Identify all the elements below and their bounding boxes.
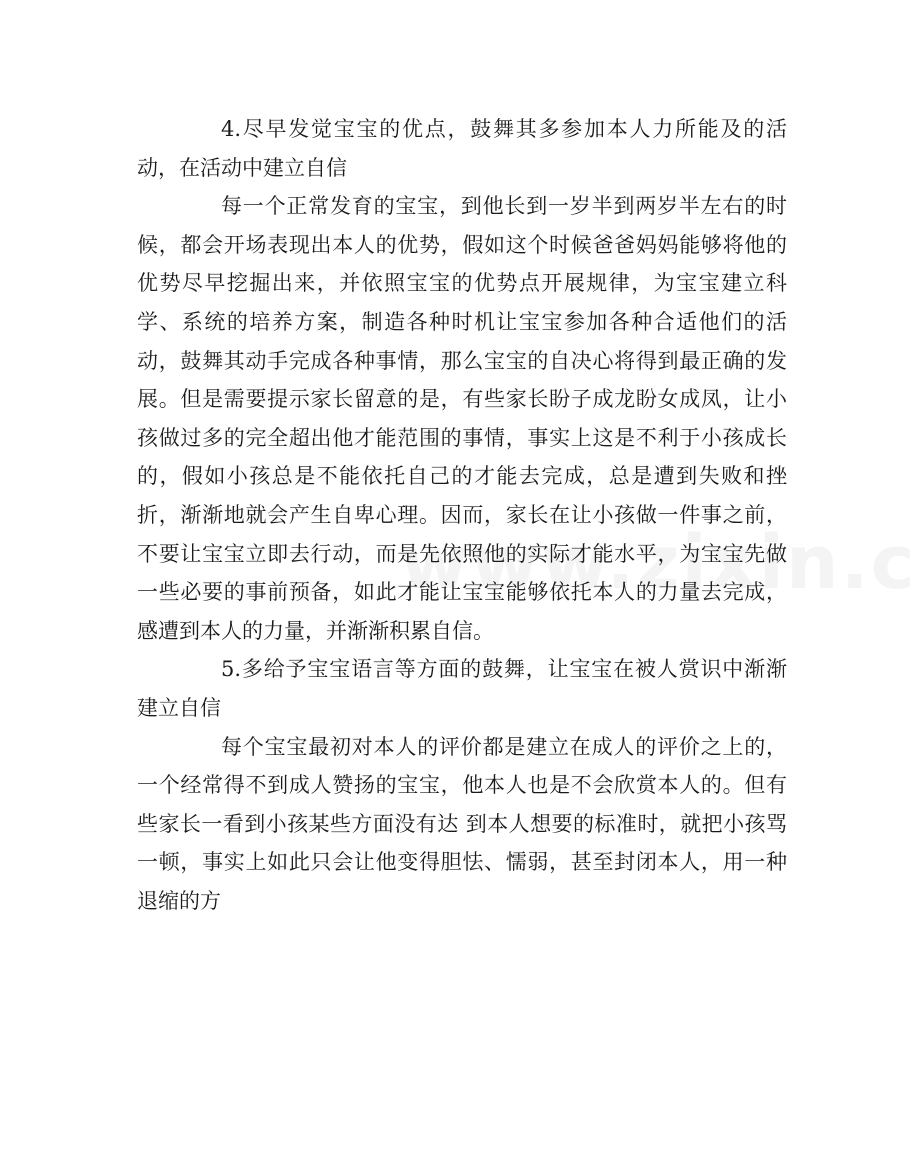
heading-item-5: 5.多给予宝宝语言等方面的鼓舞，让宝宝在被人赏识中渐渐建立自信	[137, 657, 787, 720]
heading-item-4: 4.尽早发觉宝宝的优点，鼓舞其多参加本人力所能及的活动，在活动中建立自信	[137, 117, 787, 180]
document-body	[137, 110, 787, 920]
paragraph-2: 每个宝宝最初对本人的评价都是建立在成人的评价之上的，一个经常得不到成人赞扬的宝宝，他本人也是不会欣赏本人的。但有些家长一看到小孩某些方面没有达 到本人想要的标准时，就把小孩骂一顿，事实上如此只会让他变得胆怯、懦弱，甚至封闭本人，用一种退缩的方	[137, 734, 787, 913]
paragraph-1: 每一个正常发育的宝宝，到他长到一岁半到两岁半左右的时候，都会开场表现出本人的优势，假如这个时候爸爸妈妈能够将他的优势尽早挖掘出来，并依照宝宝的优势点开展规律，为宝宝建立科学、系统的培养方案，制造各种时机让宝宝参加各种合适他们的活动，鼓舞其动手完成各种事情，那么宝宝的自决心将得到最正确的发展。但是需要提示家长留意的是，有些家长盼子成龙盼女成凤，让小孩做过多的完全超出他才能范围的事情，事实上这是不利于小孩成长的，假如小孩总是不能依托自己的才能去完成，总是遭到失败和挫折，渐渐地就会产生自卑心理。因而，家长在让小孩做一件事之前，不要让宝宝立即去行动，而是先依照他的实际才能水平，为宝宝先做一些必要的事前预备，如此才能让宝宝能够依托本人的力量去完成，感遭到本人的力量，并渐渐积累自信。	[137, 194, 787, 643]
